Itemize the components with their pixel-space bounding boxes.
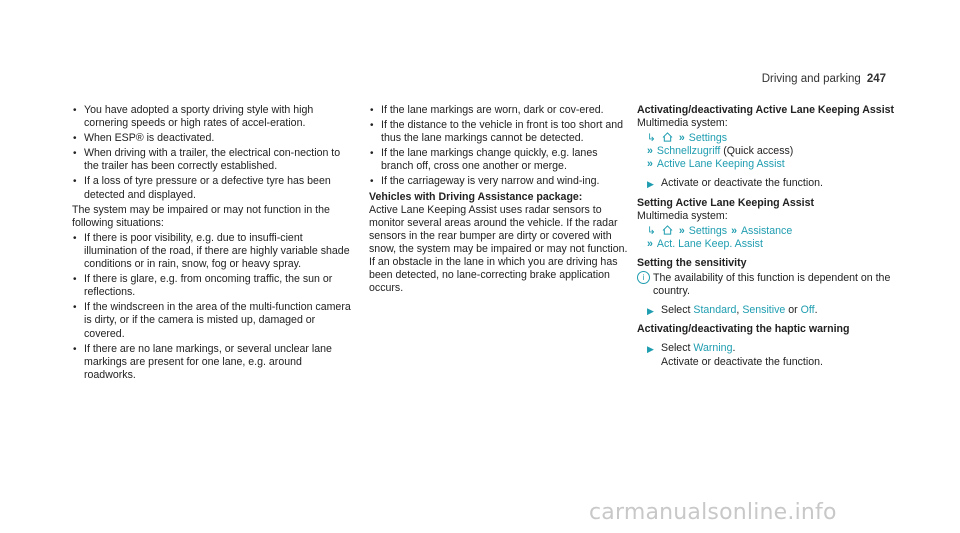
note-text: The availability of this function is dependent on the country. <box>653 272 891 298</box>
menu-path-line <box>637 158 897 171</box>
sensitivity-heading: Setting the sensitivity <box>637 256 747 269</box>
option-sensitive[interactable]: Sensitive <box>742 304 786 317</box>
watermark: carmanualsonline.info <box>589 500 837 525</box>
column-1 <box>72 104 352 384</box>
step-text: Select <box>661 304 691 317</box>
instruction-step <box>637 304 897 317</box>
page-header <box>762 73 886 85</box>
menu-path-line <box>637 132 897 145</box>
chevron-right-icon: » <box>731 224 737 237</box>
or-text: or <box>788 304 798 317</box>
list-item: • If there is poor visibility, e.g. due to insuffi-cient illumination of the road, if there are highly variable shade conditions or in rain, snow, fog or heavy spray. <box>72 232 352 271</box>
multimedia-label: Multimedia system: <box>637 209 728 222</box>
quick-access-link[interactable]: Schnellzugriff <box>656 145 721 158</box>
list-item: • If the windscreen in the area of the multi-function camera is dirty, or if the camera is misted up, damaged or covered. <box>72 301 352 340</box>
driving-assistance-heading: Vehicles with Driving Assistance package: <box>369 190 583 203</box>
step-text: Activate or deactivate the function. <box>661 355 823 368</box>
list-item: • If the lane markings change quickly, e.g. lanes branch off, cross one another or merge. <box>369 147 631 173</box>
section-title: Driving and parking <box>761 73 861 85</box>
menu-path-line <box>637 238 897 251</box>
setting-heading: Setting Active Lane Keeping Assist <box>637 196 814 209</box>
home-icon <box>662 132 673 142</box>
chevron-right-icon: » <box>647 158 653 171</box>
settings-link[interactable]: Settings <box>688 224 728 237</box>
info-icon: i <box>637 271 650 284</box>
period: . <box>814 304 818 317</box>
step-text: Activate or deactivate the function. <box>661 177 823 190</box>
instruction-step <box>637 342 897 368</box>
chevron-right-icon: » <box>647 237 653 250</box>
return-arrow-icon: ↳ <box>647 224 656 237</box>
list-item: • If the carriageway is very narrow and wind-ing. <box>369 175 631 188</box>
step-triangle-icon: ▶ <box>647 344 654 355</box>
assistance-link[interactable]: Assistance <box>740 224 793 237</box>
column-2 <box>369 104 631 297</box>
bullet-list-impairments <box>72 232 352 382</box>
quick-access-suffix: (Quick access) <box>723 145 794 158</box>
list-item: • If a loss of tyre pressure or a defective tyre has been detected and displayed. <box>72 175 352 201</box>
list-item: • If there is glare, e.g. from oncoming traffic, the sun or reflections. <box>72 273 352 299</box>
list-item: • If there are no lane markings, or several unclear lane markings are present for one lane, e.g. around roadworks. <box>72 343 352 382</box>
activate-heading: Activating/deactivating Active Lane Keeping Assist <box>637 104 895 116</box>
home-icon <box>662 225 673 235</box>
haptic-heading: Activating/deactivating the haptic warning <box>637 323 850 336</box>
list-item: • When driving with a trailer, the electrical con-nection to the trailer has been correctly established. <box>72 147 352 173</box>
info-note <box>637 272 897 298</box>
multimedia-label: Multimedia system: <box>637 117 728 130</box>
list-item: • You have adopted a sporty driving style with high cornering speeds or high rates of accel-eration. <box>72 104 352 130</box>
chevron-right-icon: » <box>678 132 685 145</box>
intro-paragraph: The system may be impaired or may not function in the following situations: <box>72 203 330 229</box>
option-off[interactable]: Off <box>800 304 815 317</box>
settings-link[interactable]: Settings <box>688 132 728 145</box>
chevron-right-icon: » <box>678 224 685 237</box>
step-text: Select <box>661 342 691 355</box>
list-item: • When ESP® is deactivated. <box>72 132 352 145</box>
step-triangle-icon: ▶ <box>647 179 654 190</box>
list-item: • If the distance to the vehicle in front is too short and thus the lane markings cannot be detected. <box>369 119 631 145</box>
step-triangle-icon: ▶ <box>647 306 654 317</box>
option-standard[interactable]: Standard <box>693 304 737 317</box>
return-arrow-icon: ↳ <box>647 132 656 145</box>
list-item: • If the lane markings are worn, dark or cov-ered. <box>369 104 631 117</box>
bullet-list-conditions <box>72 104 352 202</box>
active-lane-keeping-assist-link[interactable]: Active Lane Keeping Assist <box>656 158 785 171</box>
bullet-list-more-impairments <box>369 104 631 189</box>
chevron-right-icon: » <box>647 145 653 158</box>
column-3 <box>637 104 897 369</box>
period: . <box>732 342 736 355</box>
menu-path-line <box>637 145 897 158</box>
driving-assistance-paragraph: Active Lane Keeping Assist uses radar sensors to monitor several areas around the vehicle. If the radar sensors in the rear bumper are dirty or covered with snow, the system may be impaired or may not function. If an obstacle in the lane in which you are driving has been detected, no lane-correcting brake application occurs. <box>369 203 628 295</box>
menu-path-line <box>637 225 897 238</box>
instruction-step <box>637 177 897 190</box>
separator: , <box>736 304 740 317</box>
page-number: 247 <box>866 73 886 85</box>
option-warning[interactable]: Warning <box>693 342 733 355</box>
lane-keep-assist-link[interactable]: Act. Lane Keep. Assist <box>656 237 763 250</box>
